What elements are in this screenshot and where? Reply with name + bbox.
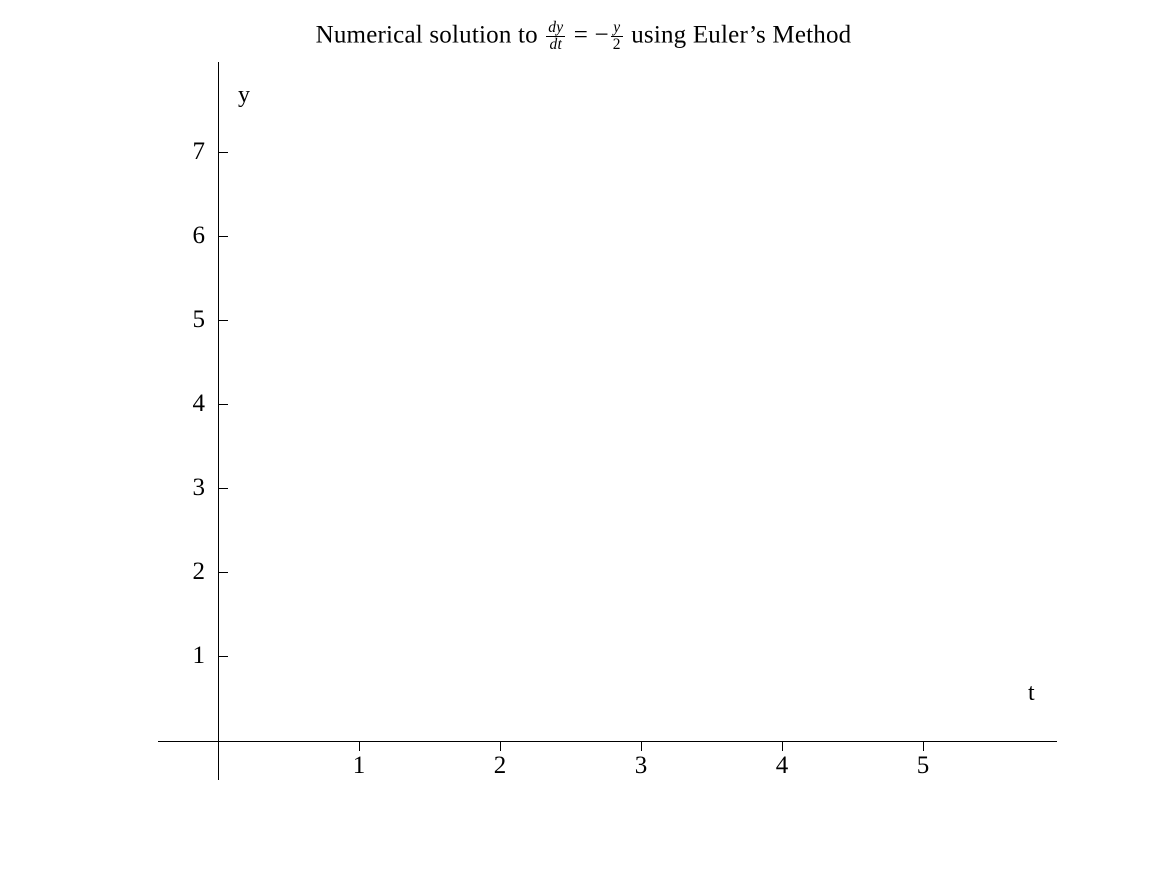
y-tick-label-6: 6	[192, 222, 205, 249]
x-tick-label-2: 2	[493, 752, 507, 779]
x-tick-label-5: 5	[916, 752, 930, 779]
x-tick-label-4: 4	[775, 752, 789, 779]
title-fraction-y2-numerator: y	[611, 20, 623, 37]
title-fraction-y2-denominator: 2	[612, 36, 621, 54]
title-fraction-dydt-denominator: dt	[549, 36, 563, 54]
y-tick-label-1: 1	[192, 642, 205, 669]
y-tick-label-5: 5	[192, 306, 205, 333]
y-tick-label-7: 7	[192, 138, 205, 165]
title-suffix: using Euler’s Method	[624, 21, 852, 49]
x-axis-label: t	[1028, 680, 1035, 706]
y-tick-label-4: 4	[192, 390, 205, 417]
y-tick-label-2: 2	[192, 558, 205, 585]
x-tick-label-1: 1	[352, 752, 366, 779]
title-equals-minus: = −	[567, 21, 609, 49]
y-tick-label-3: 3	[192, 474, 205, 501]
title-prefix: Numerical solution to	[315, 21, 545, 49]
x-tick-label-3: 3	[634, 752, 648, 779]
y-axis-label: y	[238, 82, 250, 108]
title-fraction-dydt-numerator: dy	[548, 19, 564, 36]
